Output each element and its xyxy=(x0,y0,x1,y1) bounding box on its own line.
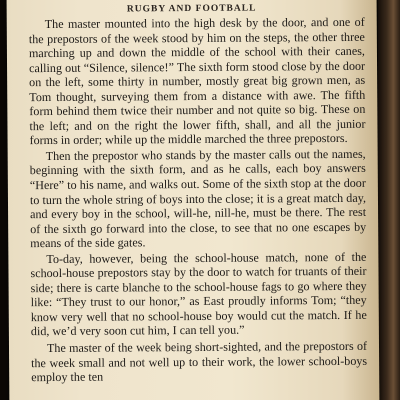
paragraph-3: To-day, however, being the school-house match, none of the school-house prepostors stay by the door to watch for truants of their side; there is carte blanche to the school-house fags to go where they like: “They trust to our honor,” as East proudly informs Tom; “they know very well that no school-house boy would cut the match. If he did, we’d very soon cut him, I can tell you.” xyxy=(30,249,367,339)
paragraph-2: Then the prepostor who stands by the master calls out the names, beginning with the sixth form, and as he calls, each boy answers “Here” to his name, and walks out. Some of the sixth stop at the door to turn the whole string of boys into the close; it is a great match day, and every boy in the school, will-he, nill-he, must be there. The rest of the sixth go forward into the close, to see that no one escapes by means of the side gates. xyxy=(29,146,367,251)
running-head: RUGBY AND FOOTBALL xyxy=(126,3,257,15)
paragraph-4: The master of the week being short-sighted, and the prepostors of the week small and not well up to their work, the lower school-boys employ the ten xyxy=(31,338,368,385)
body-text xyxy=(29,15,368,385)
book-page xyxy=(7,0,380,400)
paragraph-1: The master mounted into the high desk by the door, and one of the prepostors of the week stood by him on the steps, the other three marching up and down the middle of the school with their canes, calling out “Silence, silence!” The sixth form stood close by the door on the left, some thirty in number, mostly great big grown men, as Tom thought, surveying them from a distance with awe. The fifth form behind them twice their number and not quite so big. These on the left; and on the right the lower fifth, shall, and all the junior forms in order; while up the middle marched the three prepostors. xyxy=(28,14,366,148)
book-spine xyxy=(378,0,400,400)
